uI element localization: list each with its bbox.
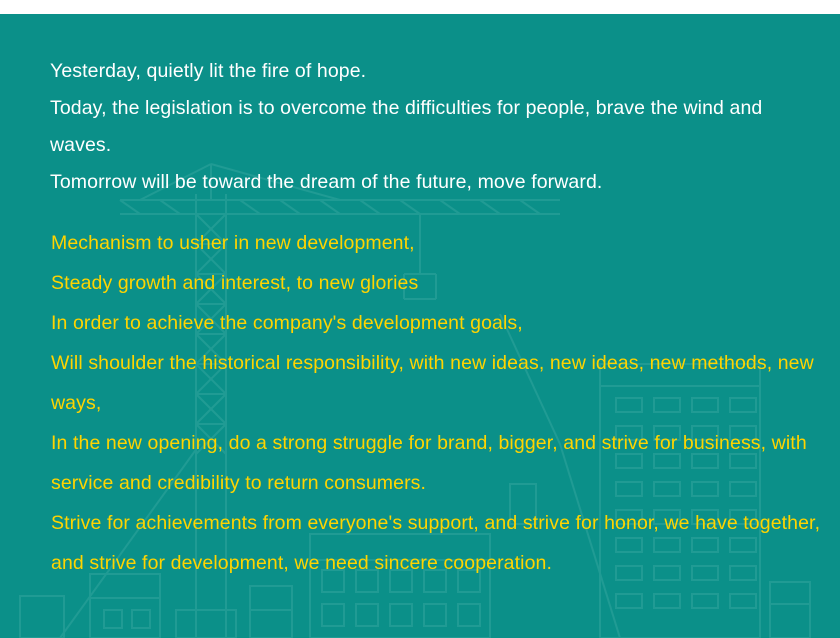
white-line-1: Yesterday, quietly lit the fire of hope. xyxy=(50,60,367,82)
yellow-line-2: Steady growth and interest, to new glories xyxy=(51,272,419,294)
yellow-line-6: Strive for achievements from everyone's support, and strive for honor, we have together, and strive for development, we need sincere cooperation. xyxy=(51,512,821,574)
slide-content xyxy=(0,14,840,638)
white-paragraph-block xyxy=(50,53,810,201)
yellow-paragraph-block xyxy=(51,223,840,583)
yellow-line-5: In the new opening, do a strong struggle for brand, bigger, and strive for business, with service and credibility to return consumers. xyxy=(51,432,807,494)
yellow-line-1: Mechanism to usher in new development, xyxy=(51,232,415,254)
yellow-line-4: Will shoulder the historical responsibility, with new ideas, new ideas, new methods, new ways, xyxy=(51,352,814,414)
white-line-3: Tomorrow will be toward the dream of the future, move forward. xyxy=(50,171,603,193)
yellow-line-3: In order to achieve the company's development goals, xyxy=(51,312,523,334)
white-line-2: Today, the legislation is to overcome the difficulties for people, brave the wind and waves. xyxy=(50,97,763,156)
